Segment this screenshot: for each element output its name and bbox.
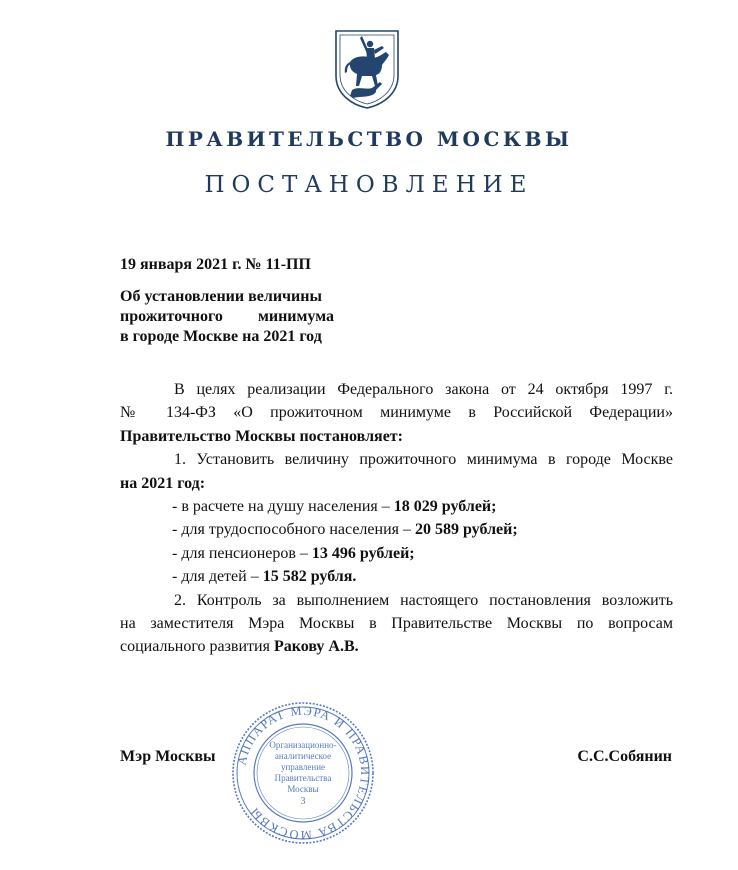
item-2-line-3: социального развития Ракову А.В. xyxy=(120,638,359,656)
decree-body xyxy=(120,378,673,659)
rate-per-capita: - в расчете на душу населения – 18 029 рублей; xyxy=(172,498,497,516)
signatory-name: С.С.Собянин xyxy=(577,748,672,765)
rate-children: - для детей – 15 582 рубля. xyxy=(172,568,357,586)
item-2-line-2: на заместителя Мэра Москвы в Правительстве Москвы по вопросам xyxy=(120,615,673,633)
item-1-line-1: 1. Установить величину прожиточного минимума в городе Москве xyxy=(174,451,673,469)
item-1-line-2: на 2021 год: xyxy=(120,474,206,492)
svg-text:аналитическое: аналитическое xyxy=(274,751,332,761)
decree-subject xyxy=(120,287,334,347)
decree-date-number: 19 января 2021 г. № 11-ПП xyxy=(120,256,311,273)
svg-text:Москвы: Москвы xyxy=(287,784,319,794)
government-title: ПРАВИТЕЛЬСТВО МОСКВЫ xyxy=(165,127,573,151)
svg-text:Правительства: Правительства xyxy=(274,773,332,783)
intro-line-2: № 134-ФЗ «О прожиточном минимуме в Российской Федерации» xyxy=(120,404,673,422)
rate-working-age: - для трудоспособного населения – 20 589 рублей; xyxy=(172,521,518,539)
svg-text:Организационно-: Организационно- xyxy=(269,740,337,750)
rate-pensioners: - для пенсионеров – 13 496 рублей; xyxy=(172,544,415,562)
intro-line-1: В целях реализации Федерального закона от 24 октября 1997 г. xyxy=(174,381,673,398)
subject-line-3: в городе Москве на 2021 год xyxy=(120,328,322,345)
subject-line-1: Об установлении величины xyxy=(120,288,322,305)
svg-text:3: 3 xyxy=(300,796,306,807)
item-2-line-1: 2. Контроль за выполнением настоящего постановления возложить xyxy=(174,591,673,609)
svg-text:АППАРАТ МЭРА И ПРАВИТЕЛЬСТВА М: АППАРАТ МЭРА И ПРАВИТЕЛЬСТВА МОСКВЫ xyxy=(234,703,373,843)
signatory-position: Мэр Москвы xyxy=(120,748,216,765)
document-type-title: ПОСТАНОВЛЕНИЕ xyxy=(204,172,534,198)
official-seal-stamp xyxy=(230,700,376,846)
subject-line-2: прожиточного минимума xyxy=(120,308,334,325)
intro-line-3: Правительство Москвы постановляет: xyxy=(120,427,403,445)
moscow-coat-of-arms-icon xyxy=(332,28,402,110)
svg-text:управление: управление xyxy=(280,762,326,772)
